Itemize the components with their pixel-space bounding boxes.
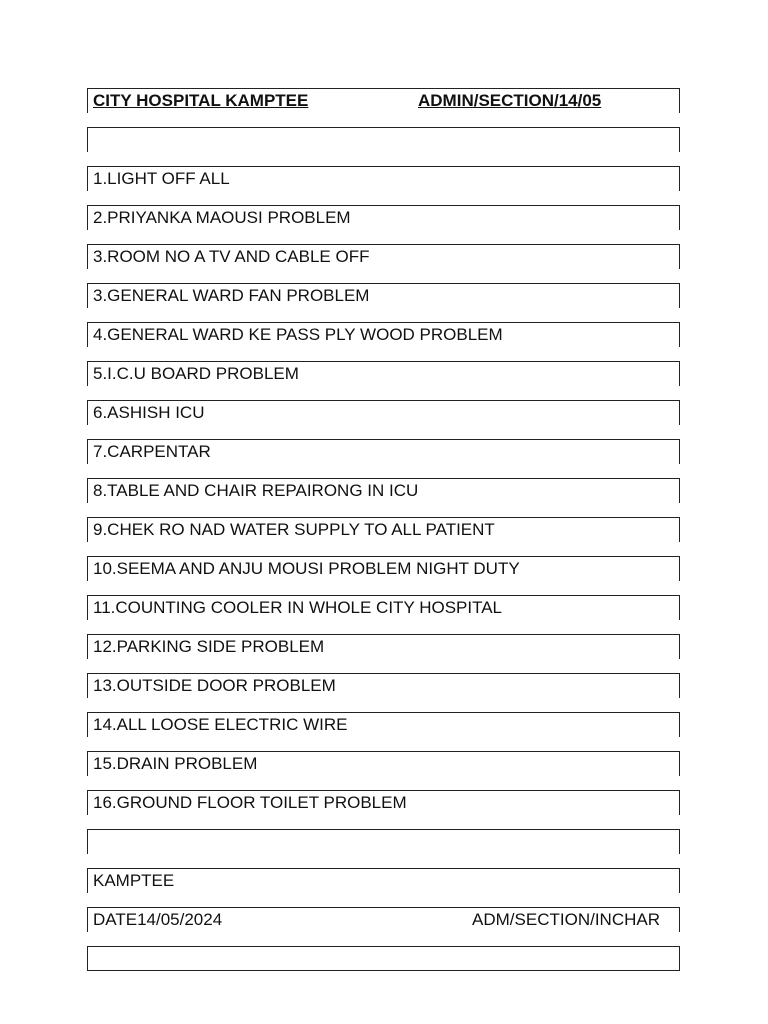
blank-row: [87, 829, 680, 854]
list-item-text: 2.PRIYANKA MAOUSI PROBLEM: [93, 208, 351, 227]
list-item: [87, 400, 680, 425]
list-item-text: 13.OUTSIDE DOOR PROBLEM: [93, 676, 336, 695]
list-item: [87, 673, 680, 698]
list-item: [87, 439, 680, 464]
list-item-text: 6.ASHISH ICU: [93, 403, 205, 422]
footer-date-row: [87, 907, 680, 932]
list-item-text: 7.CARPENTAR: [93, 442, 211, 461]
reference-number: ADMIN/SECTION/14/05: [418, 91, 602, 110]
list-item-text: 12.PARKING SIDE PROBLEM: [93, 637, 325, 656]
list-item-text: 8.TABLE AND CHAIR REPAIRONG IN ICU: [93, 481, 419, 500]
list-item: [87, 205, 680, 230]
footer-date: DATE14/05/2024: [93, 910, 223, 929]
list-item: [87, 361, 680, 386]
list-item: [87, 634, 680, 659]
list-item-text: 11.COUNTING COOLER IN WHOLE CITY HOSPITAL: [93, 598, 503, 617]
header-row: [87, 88, 680, 113]
list-item: [87, 751, 680, 776]
list-item-text: 15.DRAIN PROBLEM: [93, 754, 258, 773]
list-item: [87, 517, 680, 542]
list-item: [87, 283, 680, 308]
list-item: [87, 556, 680, 581]
list-item: [87, 244, 680, 269]
list-item-text: 14.ALL LOOSE ELECTRIC WIRE: [93, 715, 348, 734]
hospital-name: CITY HOSPITAL KAMPTEE: [93, 91, 309, 110]
footer-place-row: [87, 868, 680, 893]
list-item: [87, 478, 680, 503]
list-item-text: 16.GROUND FLOOR TOILET PROBLEM: [93, 793, 407, 812]
list-item-text: 5.I.C.U BOARD PROBLEM: [93, 364, 299, 383]
list-item-text: 4.GENERAL WARD KE PASS PLY WOOD PROBLEM: [93, 325, 503, 344]
blank-row: [87, 946, 680, 971]
list-item: [87, 322, 680, 347]
list-item: [87, 595, 680, 620]
list-item: [87, 712, 680, 737]
footer-place: KAMPTEE: [93, 871, 175, 890]
list-item-text: 3.ROOM NO A TV AND CABLE OFF: [93, 247, 370, 266]
list-item-text: 3.GENERAL WARD FAN PROBLEM: [93, 286, 370, 305]
list-item-text: 10.SEEMA AND ANJU MOUSI PROBLEM NIGHT DUTY: [93, 559, 520, 578]
list-item-text: 9.CHEK RO NAD WATER SUPPLY TO ALL PATIENT: [93, 520, 495, 539]
list-item: [87, 790, 680, 815]
footer-signatory: ADM/SECTION/INCHAR: [472, 910, 660, 929]
list-item: [87, 166, 680, 191]
blank-row: [87, 127, 680, 152]
list-item-text: 1.LIGHT OFF ALL: [93, 169, 230, 188]
